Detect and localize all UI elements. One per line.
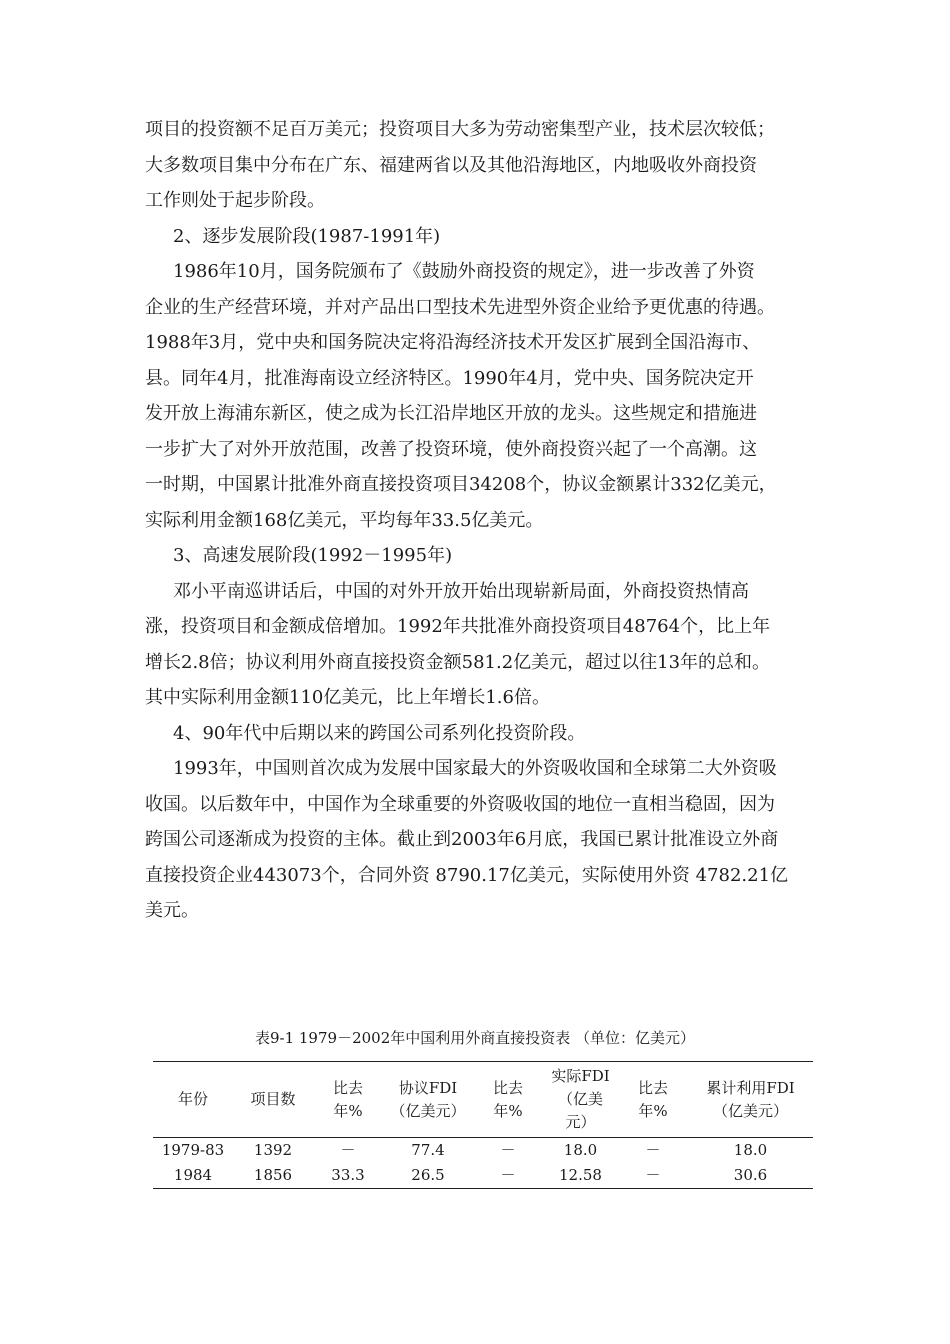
text-line: 4、90年代中后期以来的跨国公司系列化投资阶段。 [173, 722, 586, 744]
column-header-text: 比去 [492, 1078, 523, 1097]
column-header [383, 1062, 473, 1138]
column-header [153, 1062, 233, 1138]
table-cell: － [645, 1166, 661, 1184]
column-header-text: 年% [493, 1101, 523, 1120]
column-header-text: 实际FDI [551, 1067, 610, 1085]
column-header [543, 1062, 618, 1138]
text-line: 企业的生产经营环境，并对产品出口型技术先进型外资企业给予更优惠的待遇。 [145, 296, 775, 318]
table-cell: 30.6 [733, 1166, 768, 1184]
column-header-text: 累计利用FDI [706, 1078, 795, 1097]
text-line: 直接投资企业443073个，合同外资 8790.17亿美元，实际使用外资 4782.21亿 [145, 864, 789, 886]
table-cell: 26.5 [411, 1166, 445, 1184]
text-line: 其中实际利用金额110亿美元，比上年增长1.6倍。 [145, 687, 550, 708]
text-line: 1986年10月，国务院颁布了《鼓励外商投资的规定》，进一步改善了外资 [173, 261, 755, 282]
column-header-text: 年% [333, 1101, 363, 1120]
text-line: 1993年，中国则首次成为发展中国家最大的外资吸收国和全球第二大外资吸 [173, 758, 777, 779]
table-cell: － [340, 1141, 356, 1159]
text-line: 美元。 [145, 900, 199, 921]
text-line: 发开放上海浦东新区，使之成为长江沿岸地区开放的龙头。这些规定和措施进 [145, 403, 757, 424]
column-header [313, 1062, 383, 1138]
column-header [618, 1062, 688, 1138]
text-line: 县。同年4月，批准海南设立经济特区。1990年4月，党中央、国务院决定开 [145, 367, 754, 389]
column-header-text: 比去 [637, 1078, 668, 1097]
column-header-text: （亿美元） [712, 1101, 788, 1120]
text-line: 邓小平南巡讲话后，中国的对外开放开始出现崭新局面，外商投资热情高 [173, 580, 749, 602]
table-caption: 表9-1 1979－2002年中国利用外商直接投资表 （单位：亿美元） [254, 1029, 696, 1047]
table-header-row [153, 1062, 813, 1138]
text-line: 1988年3月，党中央和国务院决定将沿海经济技术开发区扩展到全国沿海市、 [145, 332, 761, 353]
table-cell: － [500, 1141, 516, 1159]
column-header-text: 年份 [177, 1090, 208, 1108]
table-cell: 18.0 [733, 1141, 768, 1159]
table-cell: 12.58 [559, 1166, 602, 1184]
table-cell: 1984 [173, 1166, 213, 1184]
text-line: 收国。以后数年中，中国作为全球重要的外资吸收国的地位一直相当稳固，因为 [145, 793, 775, 815]
table-cell: 1392 [253, 1141, 293, 1159]
table-row [153, 1163, 813, 1189]
table-cell: 18.0 [563, 1141, 598, 1159]
text-line: 实际利用金额168亿美元，平均每年33.5亿美元。 [145, 509, 544, 531]
column-header [473, 1062, 543, 1138]
column-header-text: （亿美 [557, 1090, 603, 1108]
column-header-text: 年% [638, 1101, 668, 1120]
table-cell: 77.4 [411, 1141, 445, 1159]
column-header [233, 1062, 313, 1138]
table-cell: 1856 [253, 1166, 293, 1184]
column-header-text: 比去 [332, 1078, 363, 1097]
text-line: 大多数项目集中分布在广东、福建两省以及其他沿海地区，内地吸收外商投资 [145, 154, 757, 176]
text-line: 一步扩大了对外开放范围，改善了投资环境，使外商投资兴起了一个高潮。这 [145, 438, 757, 460]
text-line: 一时期，中国累计批准外商直接投资项目34208个，协议金额累计332亿美元， [145, 474, 777, 495]
column-header [688, 1062, 813, 1138]
table-cell: － [500, 1166, 516, 1184]
table-cell: － [645, 1141, 661, 1159]
text-line: 增长2.8倍；协议利用外商直接投资金额581.2亿美元，超过以往13年的总和。 [145, 651, 771, 673]
table-row [153, 1138, 813, 1164]
fdi-table [153, 1061, 813, 1189]
text-line: 项目的投资额不足百万美元；投资项目大多为劳动密集型产业，技术层次较低； [145, 119, 775, 140]
table-body [153, 1138, 813, 1189]
column-header-text: 元） [565, 1113, 596, 1131]
table-cell: 33.3 [331, 1166, 365, 1184]
body-text [145, 112, 825, 929]
column-header-text: 协议FDI [398, 1078, 458, 1097]
text-line: 工作则处于起步阶段。 [145, 190, 325, 211]
table-cell: 1979-83 [161, 1141, 225, 1159]
text-line: 2、逐步发展阶段(1987-1991年) [173, 225, 441, 247]
text-line: 涨，投资项目和金额成倍增加。1992年共批准外商投资项目48764个，比上年 [145, 616, 771, 637]
column-header-text: （亿美元） [390, 1101, 466, 1120]
text-line: 3、高速发展阶段(1992－1995年) [173, 545, 453, 566]
column-header-text: 项目数 [250, 1090, 296, 1108]
text-line: 跨国公司逐渐成为投资的主体。截止到2003年6月底，我国已累计批准设立外商 [145, 829, 779, 850]
